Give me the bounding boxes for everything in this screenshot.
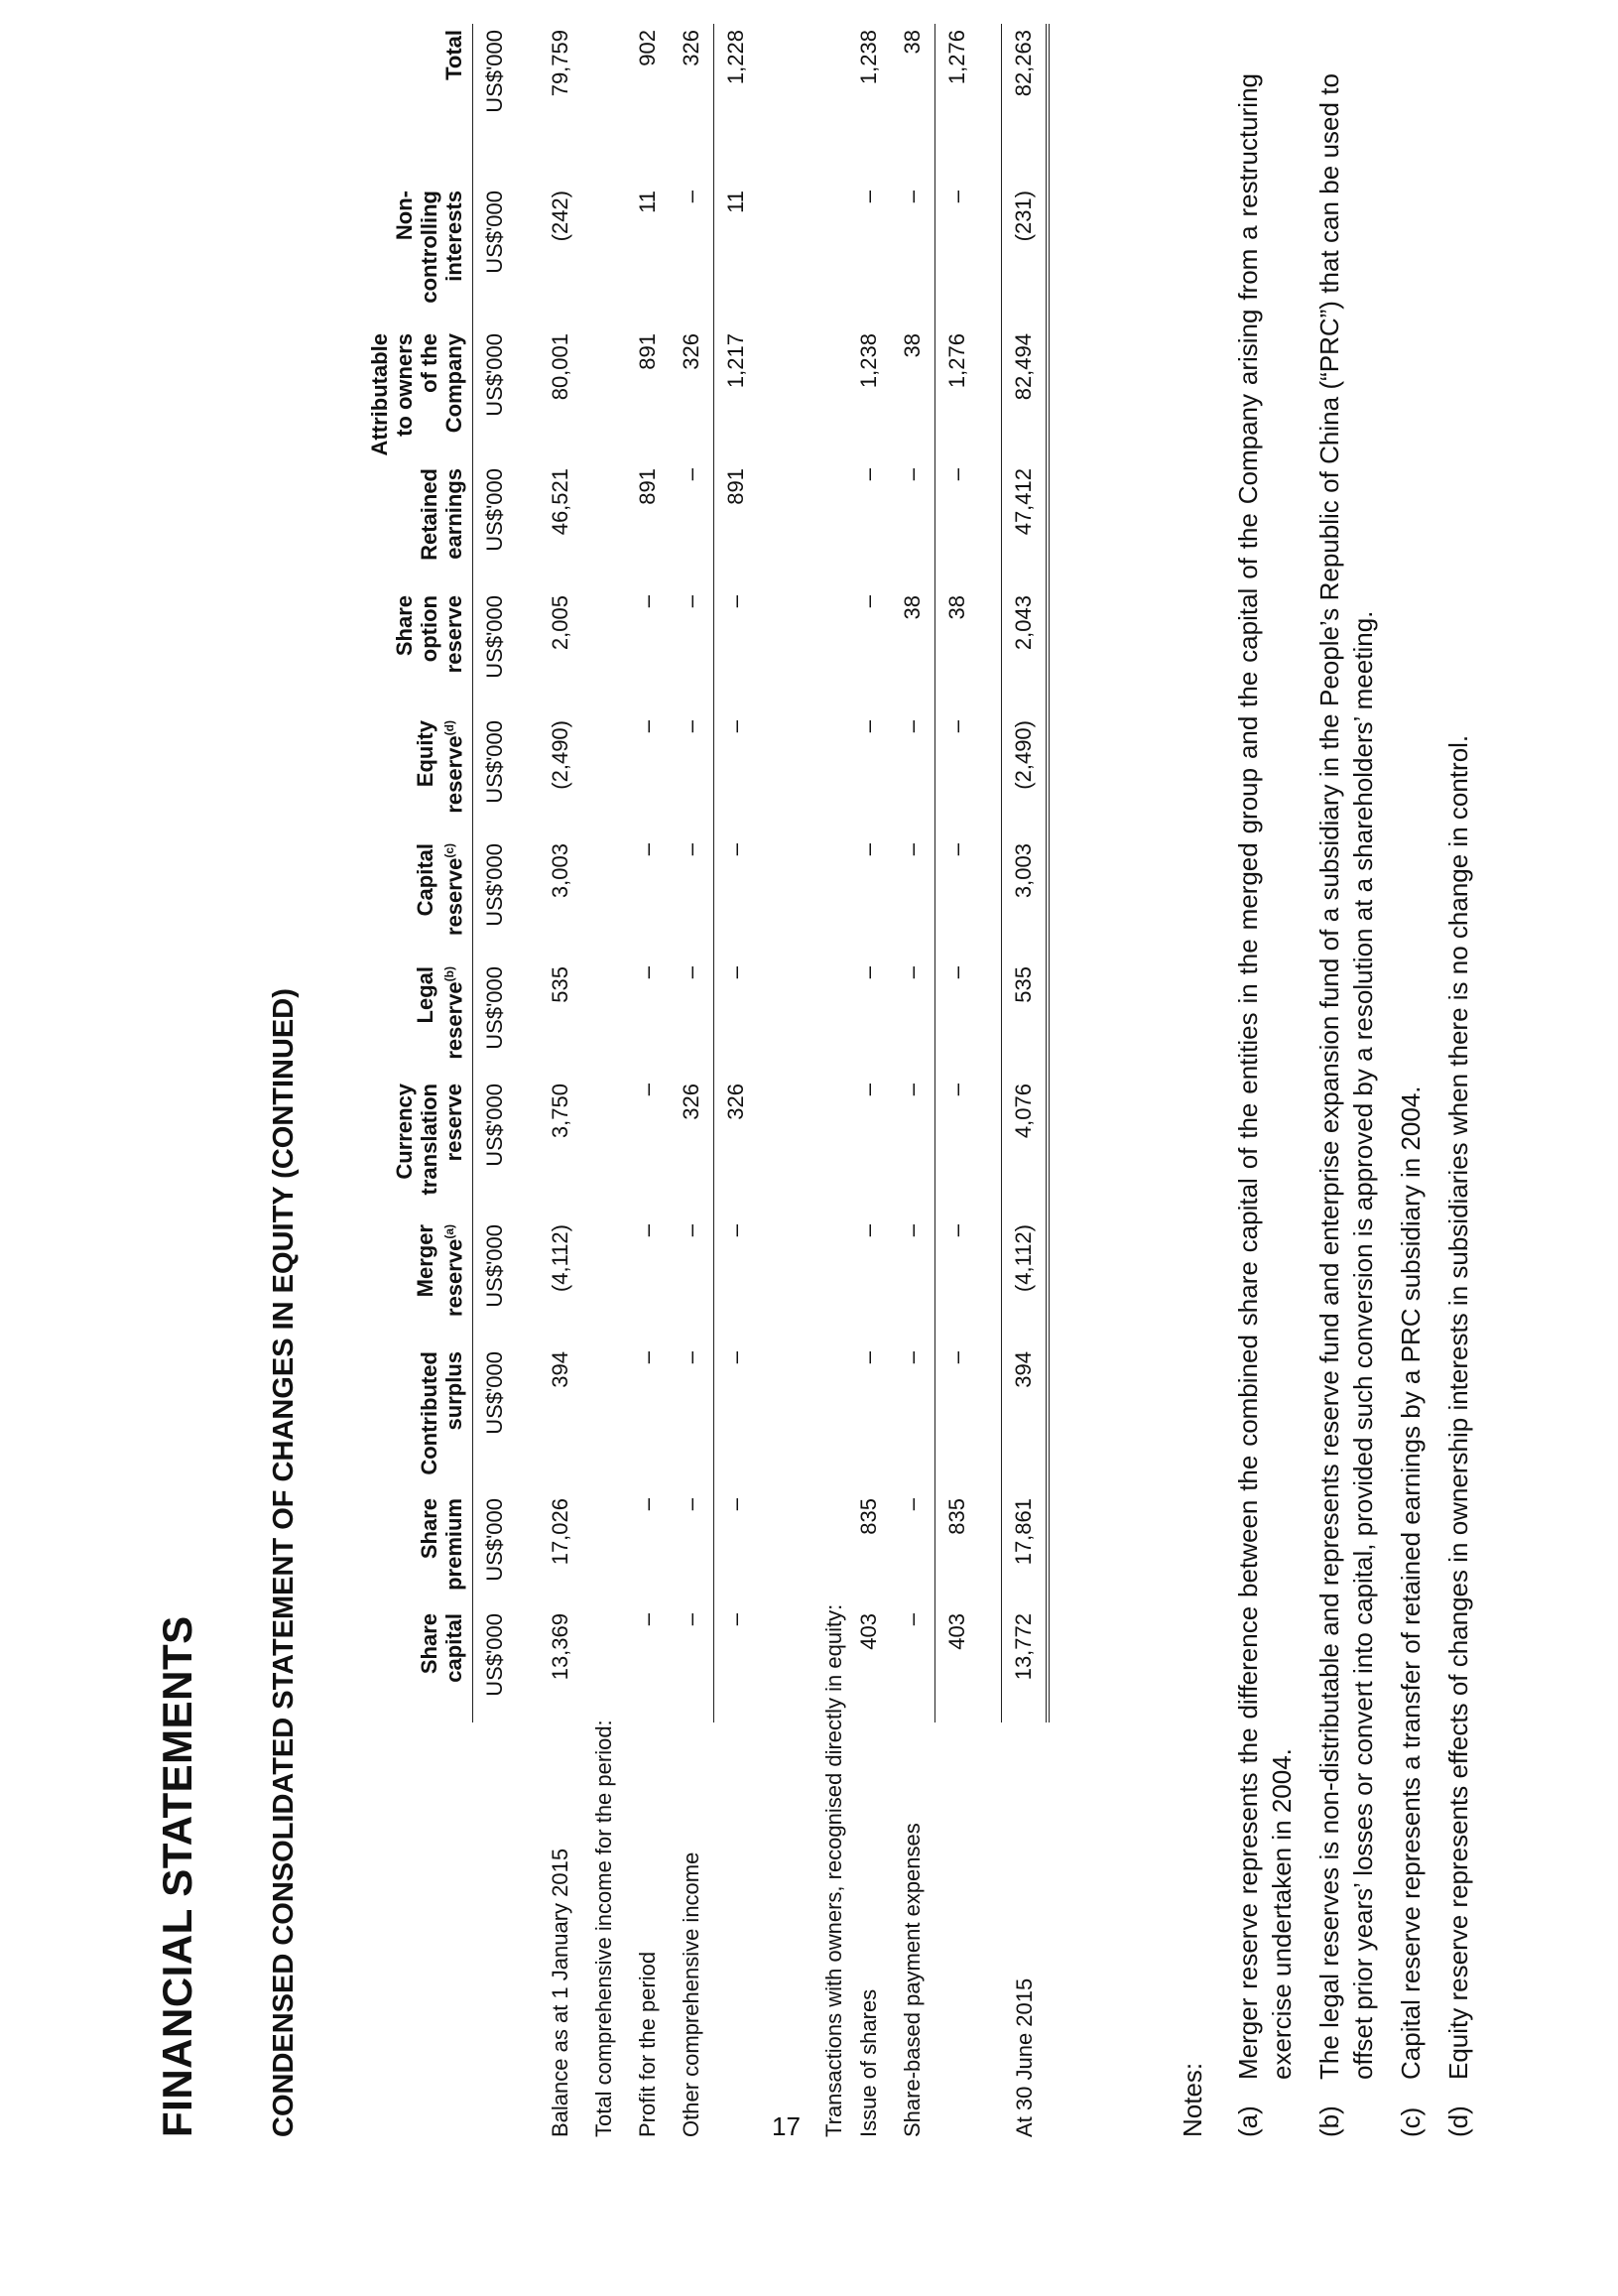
value-cell: –: [679, 191, 703, 203]
value-cell: –: [635, 1498, 660, 1511]
value-cell: –: [900, 843, 925, 856]
value-cell: –: [900, 468, 925, 481]
note-item: [1312, 73, 1380, 2137]
value-cell: 535: [1002, 960, 1049, 1078]
column-header: [367, 1218, 473, 1345]
value-cell: –: [635, 1613, 660, 1626]
table-row-sbp: [891, 24, 935, 2137]
value-cell: (2,490): [1002, 714, 1049, 837]
value-cell: –: [935, 185, 980, 327]
unit-cell: US$'000: [473, 462, 518, 589]
column-header-note: (c): [441, 843, 456, 858]
page-title: FINANCIAL STATEMENTS: [154, 1615, 200, 2137]
value-cell: –: [856, 1084, 881, 1096]
spacer-cell: [979, 24, 1002, 2137]
value-cell: –: [714, 960, 759, 1078]
value-cell: 394: [1002, 1345, 1049, 1492]
value-cell: –: [714, 1345, 759, 1492]
value-cell: 17,026: [548, 1498, 572, 1566]
unit-cell: US$'000: [473, 24, 518, 185]
value-cell: –: [679, 1613, 703, 1626]
row-label: Total comprehensive income for the period:: [591, 1720, 616, 2137]
column-header: [367, 1607, 473, 1722]
value-cell: –: [679, 966, 703, 979]
spacer-row: [979, 24, 1002, 2137]
row-label: Share-based payment expenses: [900, 1823, 926, 2137]
value-cell: 13,369: [548, 1613, 572, 1681]
value-cell: 3,750: [548, 1084, 572, 1139]
value-cell: 535: [548, 966, 572, 1003]
value-cell: –: [935, 1218, 980, 1345]
column-header: [367, 1345, 473, 1492]
table-row-tci-heading: [582, 24, 626, 2137]
value-cell: –: [856, 720, 881, 733]
unit-cell: US$'000: [473, 1218, 518, 1345]
value-cell: –: [900, 1084, 925, 1096]
value-cell: 38: [900, 595, 925, 620]
value-cell: 1,238: [856, 333, 881, 389]
note-text: Capital reserve represents a transfer of retained earnings by a PRC subsidiary in 2004.: [1396, 1085, 1426, 2080]
unit-cell: US$'000: [473, 837, 518, 960]
table-row-balance-opening: [539, 24, 582, 2137]
value-cell: 11: [714, 185, 759, 327]
equity-table: [367, 24, 1050, 2137]
page-number: 17: [772, 2111, 801, 2141]
column-header: [367, 837, 473, 960]
value-cell: –: [635, 1351, 660, 1364]
note-text: The legal reserves is non-distributable and represents reserve fund and enterprise expansion fund of a subsidiary in the People’s Republic of China (“PRC”) that can be used to offset prior years’ losses or convert into capital, provided such conversion is approved by a resolution at a shareholders’ meeting.: [1314, 73, 1378, 2080]
column-header-text: Merger reserve: [412, 1224, 466, 1317]
units-label-cell: [473, 1722, 518, 2137]
column-header-note: (a): [441, 1224, 456, 1239]
row-label: At 30 June 2015: [1011, 1977, 1037, 2137]
value-cell: 4,076: [1002, 1078, 1049, 1218]
value-cell: –: [679, 468, 703, 481]
column-header-text: Share premium: [417, 1498, 466, 1591]
value-cell: 326: [679, 30, 703, 66]
value-cell: –: [635, 595, 660, 608]
value-cell: (2,490): [548, 720, 572, 790]
note-text: Merger reserve represents the difference between the combined share capital of the entities in the merged group and the capital of the Company arising from a restructuring exercise undertaken in 2004.: [1233, 73, 1297, 2080]
value-cell: –: [856, 595, 881, 608]
value-cell: –: [714, 714, 759, 837]
value-cell: –: [679, 1351, 703, 1364]
value-cell: 1,238: [856, 30, 881, 85]
column-header: [367, 185, 473, 327]
column-header: [367, 960, 473, 1078]
value-cell: (4,112): [548, 1224, 572, 1293]
header-label-cell: [367, 1722, 473, 2137]
note-item: [1394, 73, 1428, 2137]
value-cell: 38: [900, 30, 925, 55]
value-cell: –: [935, 1345, 980, 1492]
column-header-text: Currency translation reserve: [392, 1084, 466, 1196]
row-label: [935, 1722, 980, 2137]
unit-cell: US$'000: [473, 1607, 518, 1722]
column-header: [367, 1492, 473, 1607]
row-label: [714, 1722, 759, 2137]
value-cell: 82,263: [1002, 24, 1049, 185]
value-cell: 835: [935, 1492, 980, 1607]
value-cell: –: [935, 837, 980, 960]
notes-section: [1176, 73, 1489, 2137]
table-row-transactions-heading: [758, 24, 847, 2137]
column-header-note: (d): [441, 720, 456, 736]
value-cell: –: [856, 468, 881, 481]
value-cell: 80,001: [548, 333, 572, 401]
value-cell: (4,112): [1002, 1218, 1049, 1345]
column-header-row: [367, 24, 473, 2137]
unit-cell: US$'000: [473, 960, 518, 1078]
value-cell: –: [635, 1224, 660, 1237]
value-cell: 835: [856, 1498, 881, 1535]
value-cell: 891: [635, 468, 660, 505]
note-mark: (b): [1314, 2105, 1344, 2137]
value-cell: –: [714, 1607, 759, 1722]
value-cell: –: [635, 720, 660, 733]
value-cell: –: [856, 1351, 881, 1364]
notes-heading: Notes:: [1178, 2062, 1207, 2137]
value-cell: 13,772: [1002, 1607, 1049, 1722]
value-cell: 47,412: [1002, 462, 1049, 589]
value-cell: 3,003: [1002, 837, 1049, 960]
row-label: Profit for the period: [635, 1951, 660, 2137]
value-cell: 17,861: [1002, 1492, 1049, 1607]
value-cell: 82,494: [1002, 327, 1049, 462]
note-mark: (c): [1396, 2106, 1426, 2137]
value-cell: –: [714, 589, 759, 714]
value-cell: –: [679, 720, 703, 733]
row-label: Balance as at 1 January 2015: [548, 1848, 572, 2137]
unit-cell: US$'000: [473, 1345, 518, 1492]
units-row: [473, 24, 518, 2137]
value-cell: 1,276: [935, 24, 980, 185]
value-cell: 11: [635, 191, 660, 213]
table-row-closing: [1002, 24, 1049, 2137]
value-cell: 79,759: [548, 30, 572, 97]
value-cell: –: [856, 843, 881, 856]
value-cell: –: [856, 1224, 881, 1237]
spacer-cell: [517, 24, 539, 2137]
column-header: [367, 24, 473, 185]
column-header-text: Retained earnings: [417, 468, 466, 561]
value-cell: –: [900, 966, 925, 979]
column-header-text: Total: [441, 30, 466, 80]
row-label: Other comprehensive income: [679, 1851, 704, 2137]
column-header-text: Share option reserve: [392, 595, 466, 674]
column-header-note: (b): [441, 966, 456, 982]
value-cell: –: [679, 1224, 703, 1237]
note-item: [1231, 73, 1299, 2137]
column-header-text: Share capital: [417, 1613, 466, 1683]
value-cell: –: [900, 720, 925, 733]
value-cell: –: [935, 1078, 980, 1218]
column-header-text: Non-controlling interests: [392, 191, 466, 304]
column-header: [367, 589, 473, 714]
row-label: Transactions with owners, recognised directly in equity:: [821, 1603, 846, 2137]
value-cell: 326: [679, 1084, 703, 1120]
value-cell: –: [714, 837, 759, 960]
value-cell: 46,521: [548, 468, 572, 536]
notes-list: [1231, 73, 1475, 2137]
value-cell: –: [714, 1218, 759, 1345]
value-cell: –: [679, 843, 703, 856]
statement-title: CONDENSED CONSOLIDATED STATEMENT OF CHANGES IN EQUITY (CONTINUED): [268, 988, 300, 2137]
column-header-text: Capital reserve: [412, 843, 466, 936]
value-cell: –: [900, 1224, 925, 1237]
value-cell: 326: [714, 1078, 759, 1218]
unit-cell: US$'000: [473, 589, 518, 714]
unit-cell: US$'000: [473, 1078, 518, 1218]
note-item: [1441, 73, 1475, 2137]
value-cell: 394: [548, 1351, 572, 1388]
unit-cell: US$'000: [473, 185, 518, 327]
value-cell: 1,228: [714, 24, 759, 185]
column-header: [367, 1078, 473, 1218]
unit-cell: US$'000: [473, 1492, 518, 1607]
value-cell: –: [935, 714, 980, 837]
table-row-oci: [670, 24, 714, 2137]
column-header-text: Equity reserve: [412, 720, 466, 814]
value-cell: –: [900, 1498, 925, 1511]
value-cell: 403: [935, 1607, 980, 1722]
unit-cell: US$'000: [473, 714, 518, 837]
value-cell: –: [856, 191, 881, 203]
value-cell: –: [635, 966, 660, 979]
value-cell: 2,043: [1002, 589, 1049, 714]
column-header: [367, 327, 473, 462]
value-cell: –: [714, 1492, 759, 1607]
note-text: Equity reserve represents effects of changes in ownership interests in subsidiaries when there is no change in control.: [1443, 734, 1473, 2080]
note-mark: (a): [1233, 2105, 1263, 2137]
value-cell: 1,217: [714, 327, 759, 462]
value-cell: 891: [714, 462, 759, 589]
column-header-text: Contributed surplus: [417, 1351, 466, 1475]
value-cell: –: [935, 960, 980, 1078]
table-row-tci-subtotal: [714, 24, 759, 2137]
column-header-text: Attributable to owners of the Company: [367, 333, 466, 456]
value-cell: 3,003: [548, 843, 572, 899]
value-cell: 38: [900, 333, 925, 358]
value-cell: –: [635, 843, 660, 856]
value-cell: 891: [635, 333, 660, 370]
value-cell: –: [679, 1498, 703, 1511]
value-cell: –: [635, 1084, 660, 1096]
value-cell: (231): [1002, 185, 1049, 327]
value-cell: –: [900, 1351, 925, 1364]
spacer-row: [517, 24, 539, 2137]
value-cell: 1,276: [935, 327, 980, 462]
row-label: Issue of shares: [856, 1988, 881, 2137]
value-cell: –: [856, 966, 881, 979]
column-header: [367, 714, 473, 837]
value-cell: 326: [679, 333, 703, 370]
value-cell: 2,005: [548, 595, 572, 651]
value-cell: –: [935, 462, 980, 589]
value-cell: (242): [548, 191, 572, 242]
value-cell: –: [679, 595, 703, 608]
value-cell: –: [900, 1613, 925, 1626]
value-cell: 902: [635, 30, 660, 66]
unit-cell: US$'000: [473, 327, 518, 462]
value-cell: –: [900, 191, 925, 203]
value-cell: 403: [856, 1613, 881, 1650]
table-row-transactions-subtotal: [935, 24, 980, 2137]
column-header: [367, 462, 473, 589]
table-row-issue: [847, 24, 891, 2137]
column-header-text: Legal reserve: [412, 966, 466, 1060]
note-mark: (d): [1443, 2105, 1473, 2137]
value-cell: 38: [935, 589, 980, 714]
table-row-profit: [626, 24, 670, 2137]
